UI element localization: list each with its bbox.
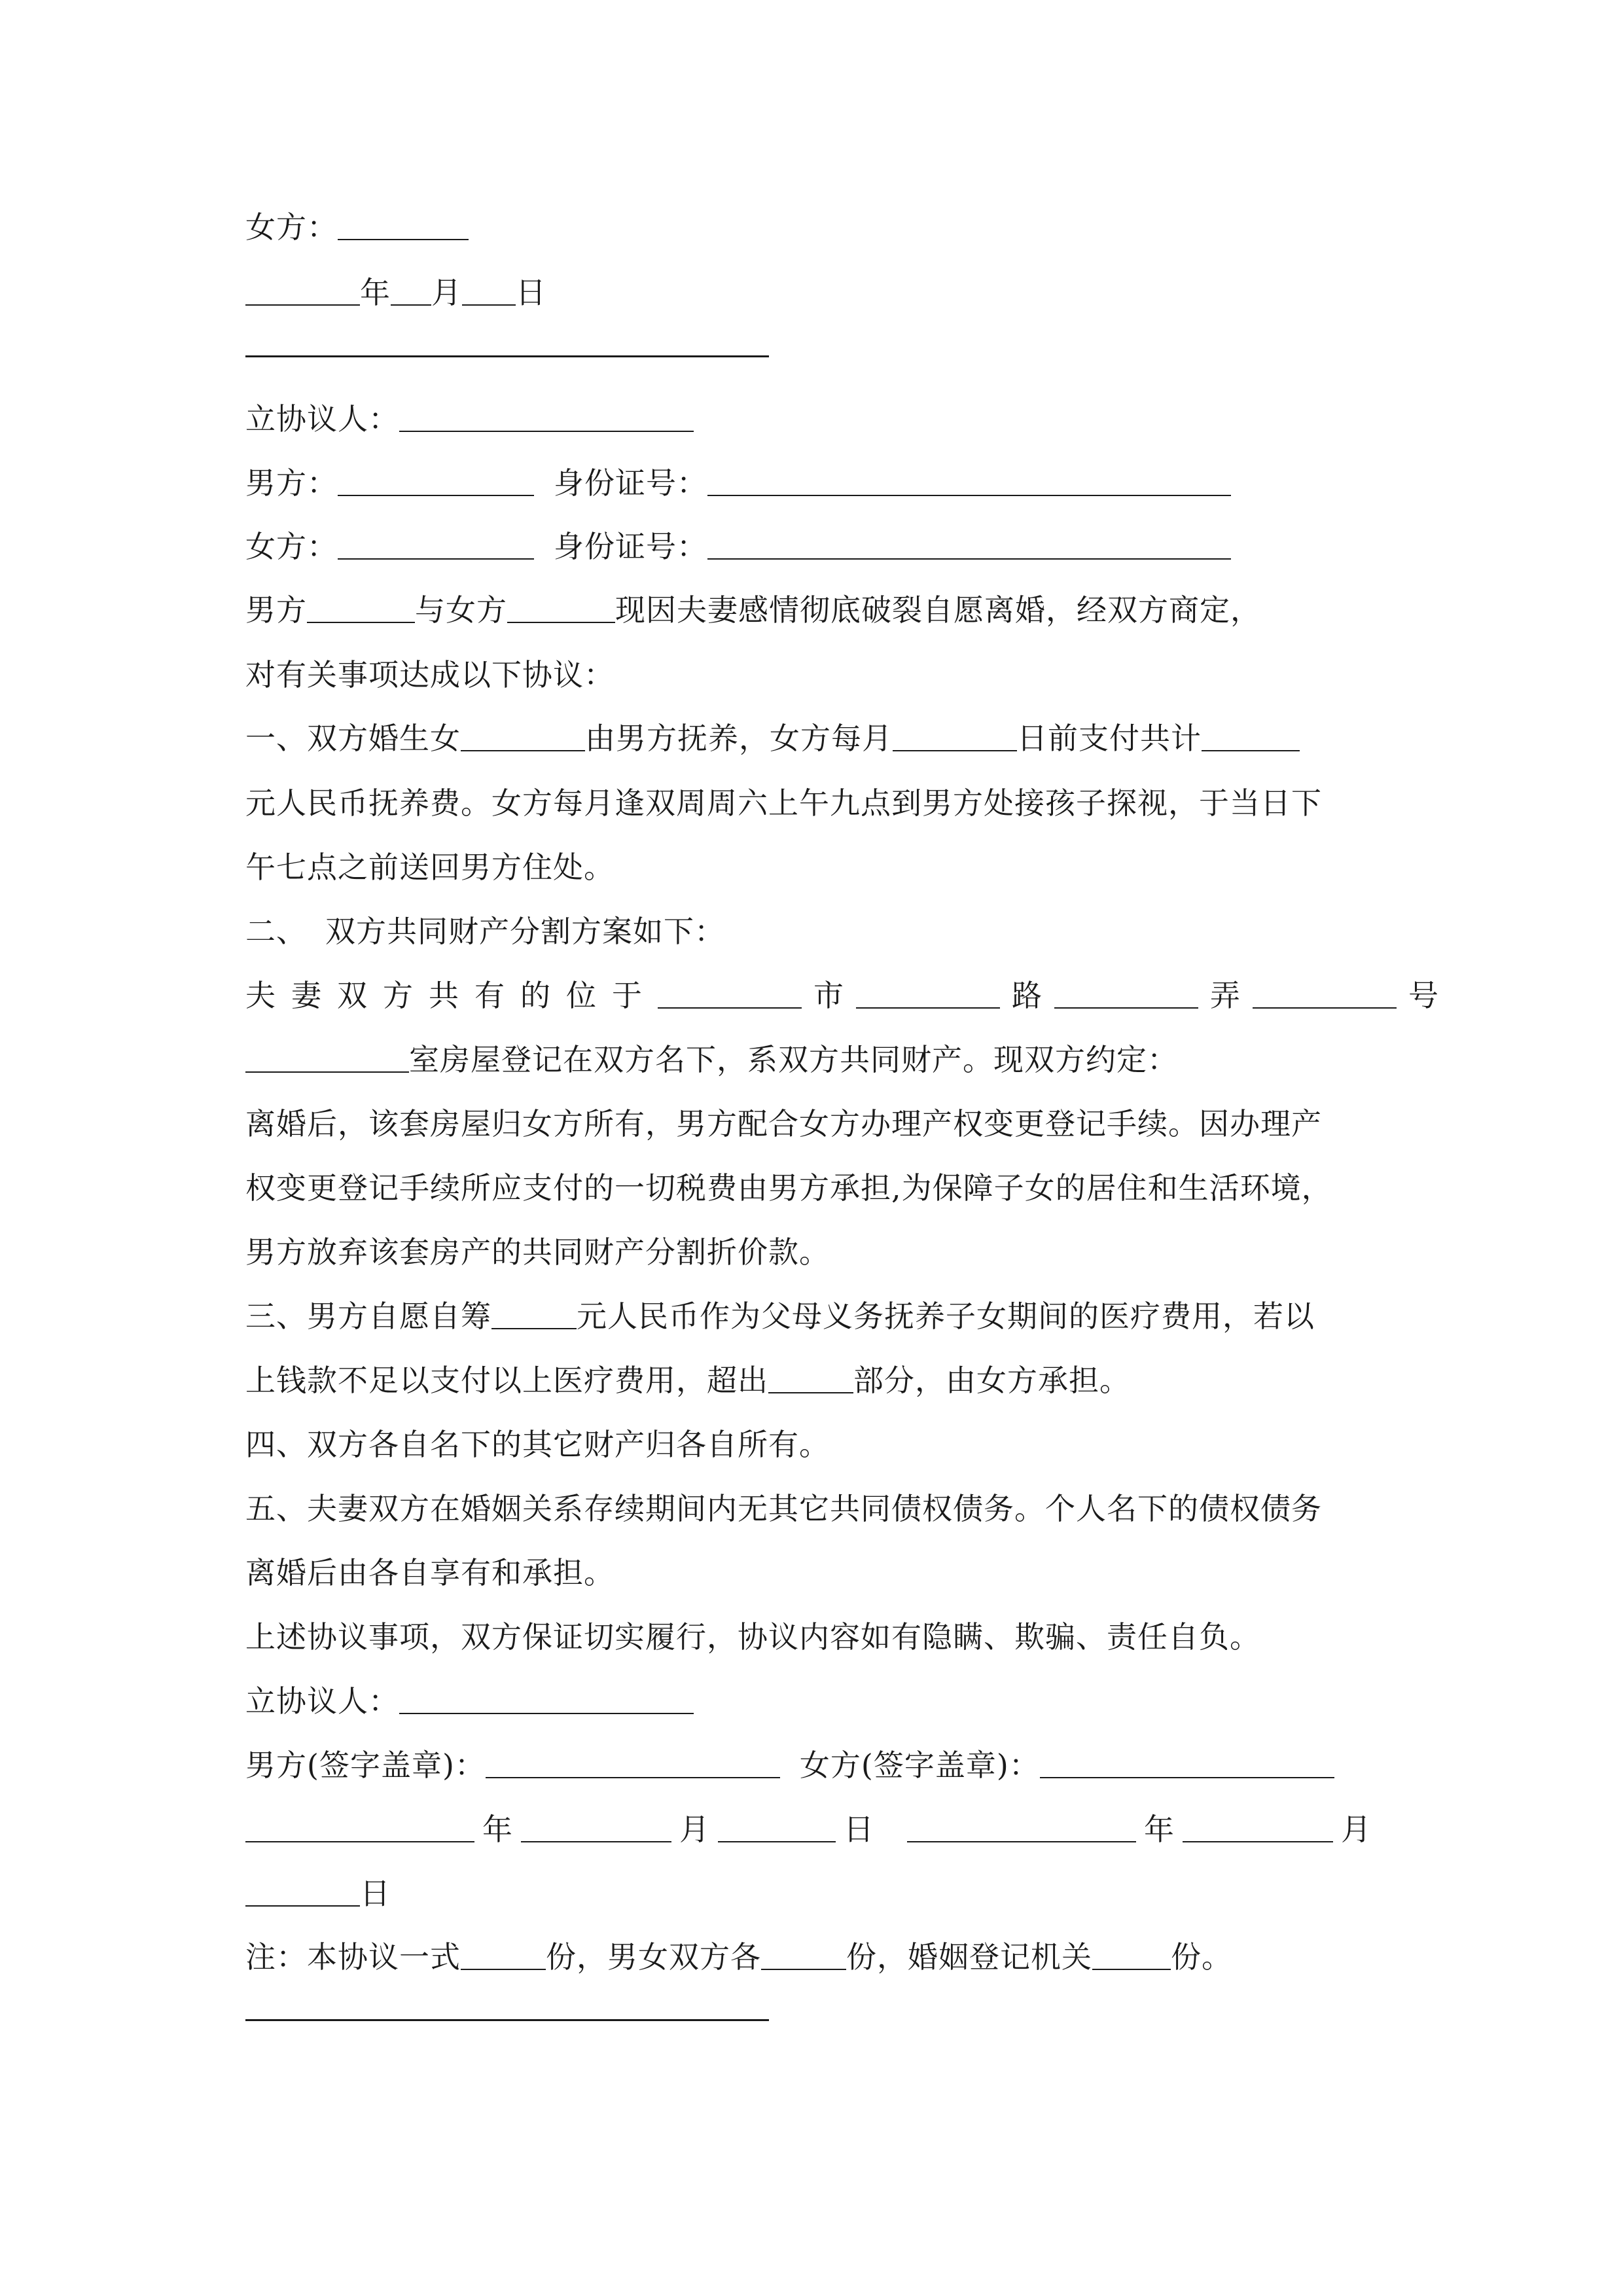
text: 份，男女双方各 (546, 1939, 761, 1975)
text: 路 (1012, 978, 1043, 1013)
day-blank[interactable] (718, 1811, 836, 1842)
id-label: 身份证号： (554, 465, 707, 501)
clause-2-heading (245, 908, 725, 954)
year-blank[interactable] (245, 274, 360, 306)
name-blank[interactable] (338, 465, 534, 496)
paragraph-line (245, 1229, 830, 1275)
blank-field[interactable] (245, 1041, 409, 1073)
text: 离婚后由各自享有和承担。 (245, 1555, 615, 1590)
text: 与女方 (415, 592, 507, 628)
clause-5-line (245, 1486, 1322, 1532)
paragraph-line (245, 780, 1322, 826)
paragraph-line (245, 1165, 1332, 1211)
clause-3-line (245, 1293, 1315, 1339)
text: 注：本协议一式 (245, 1939, 461, 1975)
blank-field[interactable] (399, 401, 694, 432)
blank-field[interactable] (893, 720, 1017, 751)
female-party-line (245, 204, 469, 250)
text: 男方 (245, 592, 307, 628)
text: 由男方抚养，女方每月 (585, 721, 893, 756)
text: 月 (679, 1812, 710, 1847)
signatory-line (245, 1678, 694, 1724)
male-id-line (245, 460, 1231, 506)
signatory-line (245, 396, 694, 442)
text: 午七点之前送回男方住处。 (245, 850, 615, 885)
blank-field[interactable] (461, 1939, 546, 1970)
day-blank[interactable] (462, 274, 516, 306)
blank-field[interactable] (491, 1298, 577, 1329)
text: 日 (360, 1876, 391, 1911)
paragraph-line (245, 652, 615, 698)
blank-field[interactable] (1253, 977, 1397, 1009)
male-signature-label: 男方(签字盖章)： (245, 1748, 486, 1783)
blank-field[interactable] (399, 1683, 694, 1714)
date-line (245, 270, 546, 315)
text: 权变更登记手续所应支付的一切税费由男方承担,为保障子女的居住和生活环境， (245, 1170, 1332, 1206)
text: 日前支付共计 (1017, 721, 1202, 756)
text: 双方共同财产分割方案如下： (325, 914, 725, 949)
paragraph-line (245, 587, 1261, 633)
text: 离婚后，该套房屋归女方所有，男方配合女方办理产权变更登记手续。因办理产 (245, 1106, 1322, 1141)
text: 一、双方婚生女 (245, 721, 461, 756)
text: 日 (844, 1812, 874, 1847)
text: 年 (1144, 1812, 1175, 1847)
text: 男方放弃该套房产的共同财产分割折价款。 (245, 1234, 830, 1270)
text: 部分，由女方承担。 (853, 1363, 1130, 1398)
blank-field[interactable] (1202, 720, 1300, 751)
separator-bottom (245, 2019, 769, 2021)
text: 年 (482, 1812, 513, 1847)
year-blank[interactable] (907, 1811, 1136, 1842)
blank-field[interactable] (507, 592, 615, 623)
name-blank[interactable] (338, 528, 534, 560)
signing-date-line-cont (245, 1871, 391, 1916)
id-label: 身份证号： (554, 529, 707, 564)
paragraph-line (245, 1101, 1322, 1147)
year-blank[interactable] (245, 1811, 474, 1842)
text: 二、 (245, 914, 307, 949)
month-blank[interactable] (521, 1811, 671, 1842)
text: 上钱款不足以支付以上医疗费用，超出 (245, 1363, 768, 1398)
text: 份。 (1171, 1939, 1232, 1975)
text: 四、双方各自名下的其它财产归各自所有。 (245, 1427, 830, 1462)
female-signature-field[interactable] (1040, 1747, 1334, 1778)
label: 女方： (245, 209, 338, 245)
blank-field[interactable] (461, 720, 585, 751)
text: 五、夫妻双方在婚姻关系存续期间内无其它共同债权债务。个人名下的债权债务 (245, 1491, 1322, 1526)
blank-field[interactable] (856, 977, 1000, 1009)
blank-field[interactable] (658, 977, 802, 1009)
text: 三、男方自愿自筹 (245, 1299, 491, 1334)
paragraph-line (245, 844, 615, 890)
label: 男方： (245, 465, 338, 501)
year-label: 年 (360, 275, 391, 310)
blank-field[interactable] (768, 1362, 853, 1393)
paragraph-line (245, 1357, 1130, 1403)
label: 立协议人： (245, 401, 399, 437)
text: 夫妻双方共有的位于 (245, 978, 658, 1013)
day-label: 日 (516, 275, 546, 310)
signature-line (245, 1742, 1334, 1788)
text: 元人民币作为父母义务抚养子女期间的医疗费用，若以 (577, 1299, 1315, 1334)
text: 元人民币抚养费。女方每月逢双周周六上午九点到男方处接孩子探视，于当日下 (245, 785, 1322, 821)
female-signature-label: 女方(签字盖章)： (799, 1748, 1040, 1783)
id-blank[interactable] (707, 465, 1231, 496)
blank-field[interactable] (1092, 1939, 1171, 1970)
text: 对有关事项达成以下协议： (245, 657, 615, 692)
month-blank[interactable] (391, 274, 431, 306)
id-blank[interactable] (707, 528, 1231, 560)
clause-1-line (245, 715, 1300, 761)
text: 号 (1408, 978, 1439, 1013)
text: 份，婚姻登记机关 (846, 1939, 1092, 1975)
label: 立协议人： (245, 1683, 399, 1719)
day-blank[interactable] (245, 1875, 360, 1907)
blank-field[interactable] (761, 1939, 846, 1970)
address-line (245, 973, 1439, 1018)
text: 室房屋登记在双方名下，系双方共同财产。现双方约定： (409, 1042, 1178, 1077)
text: 现因夫妻感情彻底破裂自愿离婚，经双方商定， (615, 592, 1261, 628)
separator-top (245, 355, 769, 357)
blank-field[interactable] (338, 209, 469, 240)
clause-4-line (245, 1422, 830, 1467)
blank-field[interactable] (307, 592, 415, 623)
text: 月 (1341, 1812, 1372, 1847)
text: 市 (813, 978, 844, 1013)
female-id-line (245, 524, 1231, 569)
text: 弄 (1210, 978, 1241, 1013)
signing-date-line (245, 1806, 1372, 1852)
month-label: 月 (431, 275, 462, 310)
paragraph-line (245, 1550, 615, 1596)
paragraph-line (245, 1037, 1178, 1083)
blank-field[interactable] (1054, 977, 1198, 1009)
text: 上述协议事项，双方保证切实履行，协议内容如有隐瞒、欺骗、责任自负。 (245, 1619, 1260, 1655)
paragraph-line (245, 1614, 1260, 1660)
month-blank[interactable] (1183, 1811, 1333, 1842)
label: 女方： (245, 529, 338, 564)
note-line (245, 1934, 1232, 1980)
male-signature-field[interactable] (486, 1747, 780, 1778)
